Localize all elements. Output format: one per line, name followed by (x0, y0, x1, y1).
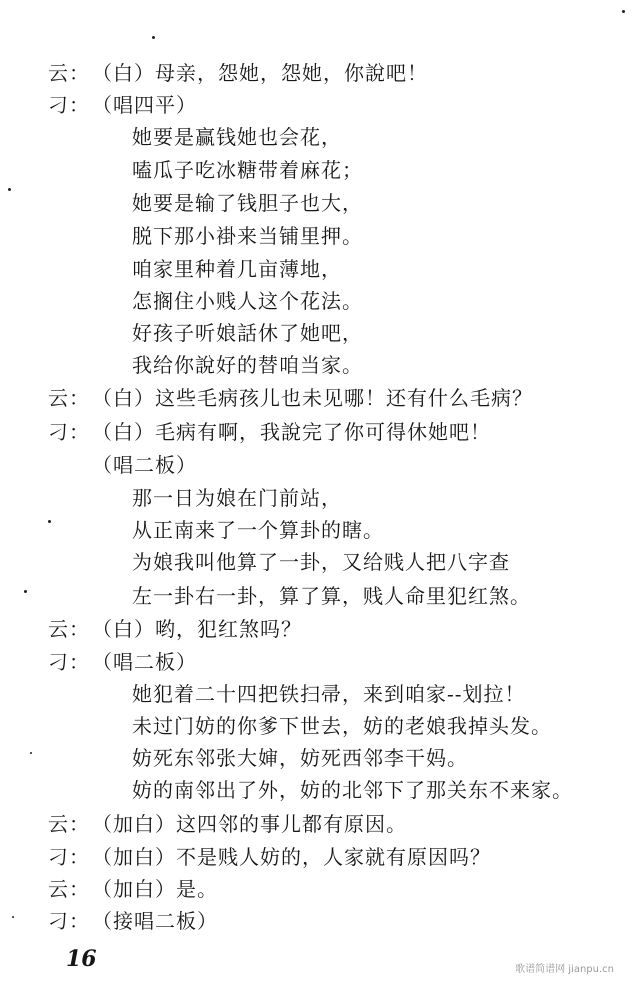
line-text: 脱下那小褂来当铺里押。 (132, 224, 363, 248)
dialogue-line (48, 845, 491, 869)
verse-line (132, 714, 552, 738)
scan-speck (12, 916, 14, 918)
line-text: （唱四平） (92, 93, 197, 117)
line-text: 从正南来了一个算卦的瞎。 (132, 518, 384, 542)
dialogue-line (48, 420, 491, 444)
site-watermark: 歌谱简谱网 jianpu.cn (515, 964, 614, 975)
line-text: 为娘我叫他算了一卦，又给贱人把八字查 (132, 550, 510, 574)
speaker-label: 刁： (48, 909, 90, 933)
verse-line (132, 486, 342, 510)
line-text: （加白）不是贱人妨的，人家就有原因吗？ (92, 845, 491, 869)
line-text: 左一卦右一卦，算了算，贱人命里犯红煞。 (132, 584, 531, 608)
line-text: 她犯着二十四把铁扫帚，来到咱家--划拉！ (132, 682, 526, 706)
line-text: 我给你說好的替咱当家。 (132, 353, 363, 377)
verse-line (132, 125, 342, 149)
verse-line (132, 550, 510, 574)
line-text: 咱家里种着几亩薄地， (132, 257, 342, 281)
dialogue-line (48, 617, 302, 641)
speaker-label: 刁： (48, 93, 90, 117)
line-text: （白）母亲，怨她，怨她，你說吧！ (92, 61, 428, 85)
line-text: 她要是输了钱胆子也大， (132, 191, 363, 215)
speaker-label: 刁： (48, 420, 90, 444)
line-text: 好孩子听娘話休了她吧， (132, 321, 363, 345)
line-text: （唱二板） (92, 650, 197, 674)
verse-line (132, 289, 363, 313)
verse-line (132, 191, 363, 215)
line-text: 怎搁住小贱人这个花法。 (132, 289, 363, 313)
scan-speck (152, 36, 155, 39)
verse-line (132, 746, 468, 770)
dialogue-line (48, 650, 197, 674)
line-text: 未过门妨的你爹下世去，妨的老娘我掉头发。 (132, 714, 552, 738)
line-text: 她要是赢钱她也会花， (132, 125, 342, 149)
scan-speck (8, 188, 11, 191)
dialogue-line (48, 909, 218, 933)
line-text: （白）毛病有啊，我說完了你可得休她吧！ (92, 420, 491, 444)
line-text: （白）哟，犯红煞吗？ (92, 617, 302, 641)
line-text: （加白）是。 (92, 877, 218, 901)
verse-line (132, 584, 531, 608)
verse-line (132, 224, 363, 248)
speaker-label: 云： (48, 877, 90, 901)
verse-line (132, 257, 342, 281)
line-text: （接唱二板） (92, 909, 218, 933)
dialogue-line (48, 812, 407, 836)
verse-line (132, 778, 573, 802)
verse-line (132, 158, 363, 182)
speaker-label: 云： (48, 61, 90, 85)
dialogue-line (48, 93, 197, 117)
line-text: 妨死东邻张大婶，妨死西邻李干妈。 (132, 746, 468, 770)
scan-speck (24, 590, 27, 593)
verse-line (132, 682, 526, 706)
dialogue-line (48, 877, 218, 901)
page-number: 16 (66, 946, 97, 972)
stage-direction (92, 453, 197, 477)
line-text: 那一日为娘在门前站， (132, 486, 342, 510)
dialogue-line (48, 386, 533, 410)
line-text: 嗑瓜子吃冰糖带着麻花； (132, 158, 363, 182)
scan-speck (622, 10, 625, 13)
dialogue-line (48, 61, 428, 85)
speaker-label: 云： (48, 812, 90, 836)
scan-speck (48, 520, 51, 523)
line-text: （加白）这四邻的事儿都有原因。 (92, 812, 407, 836)
verse-line (132, 518, 384, 542)
speaker-label: 刁： (48, 845, 90, 869)
speaker-label: 云： (48, 617, 90, 641)
scan-speck (30, 752, 32, 754)
line-text: （白）这些毛病孩儿也未见哪！还有什么毛病？ (92, 386, 533, 410)
verse-line (132, 321, 363, 345)
speaker-label: 云： (48, 386, 90, 410)
line-text: 妨的南邻出了外，妨的北邻下了那关东不来家。 (132, 778, 573, 802)
verse-line (132, 353, 363, 377)
speaker-label: 刁： (48, 650, 90, 674)
line-text: （唱二板） (92, 453, 197, 477)
